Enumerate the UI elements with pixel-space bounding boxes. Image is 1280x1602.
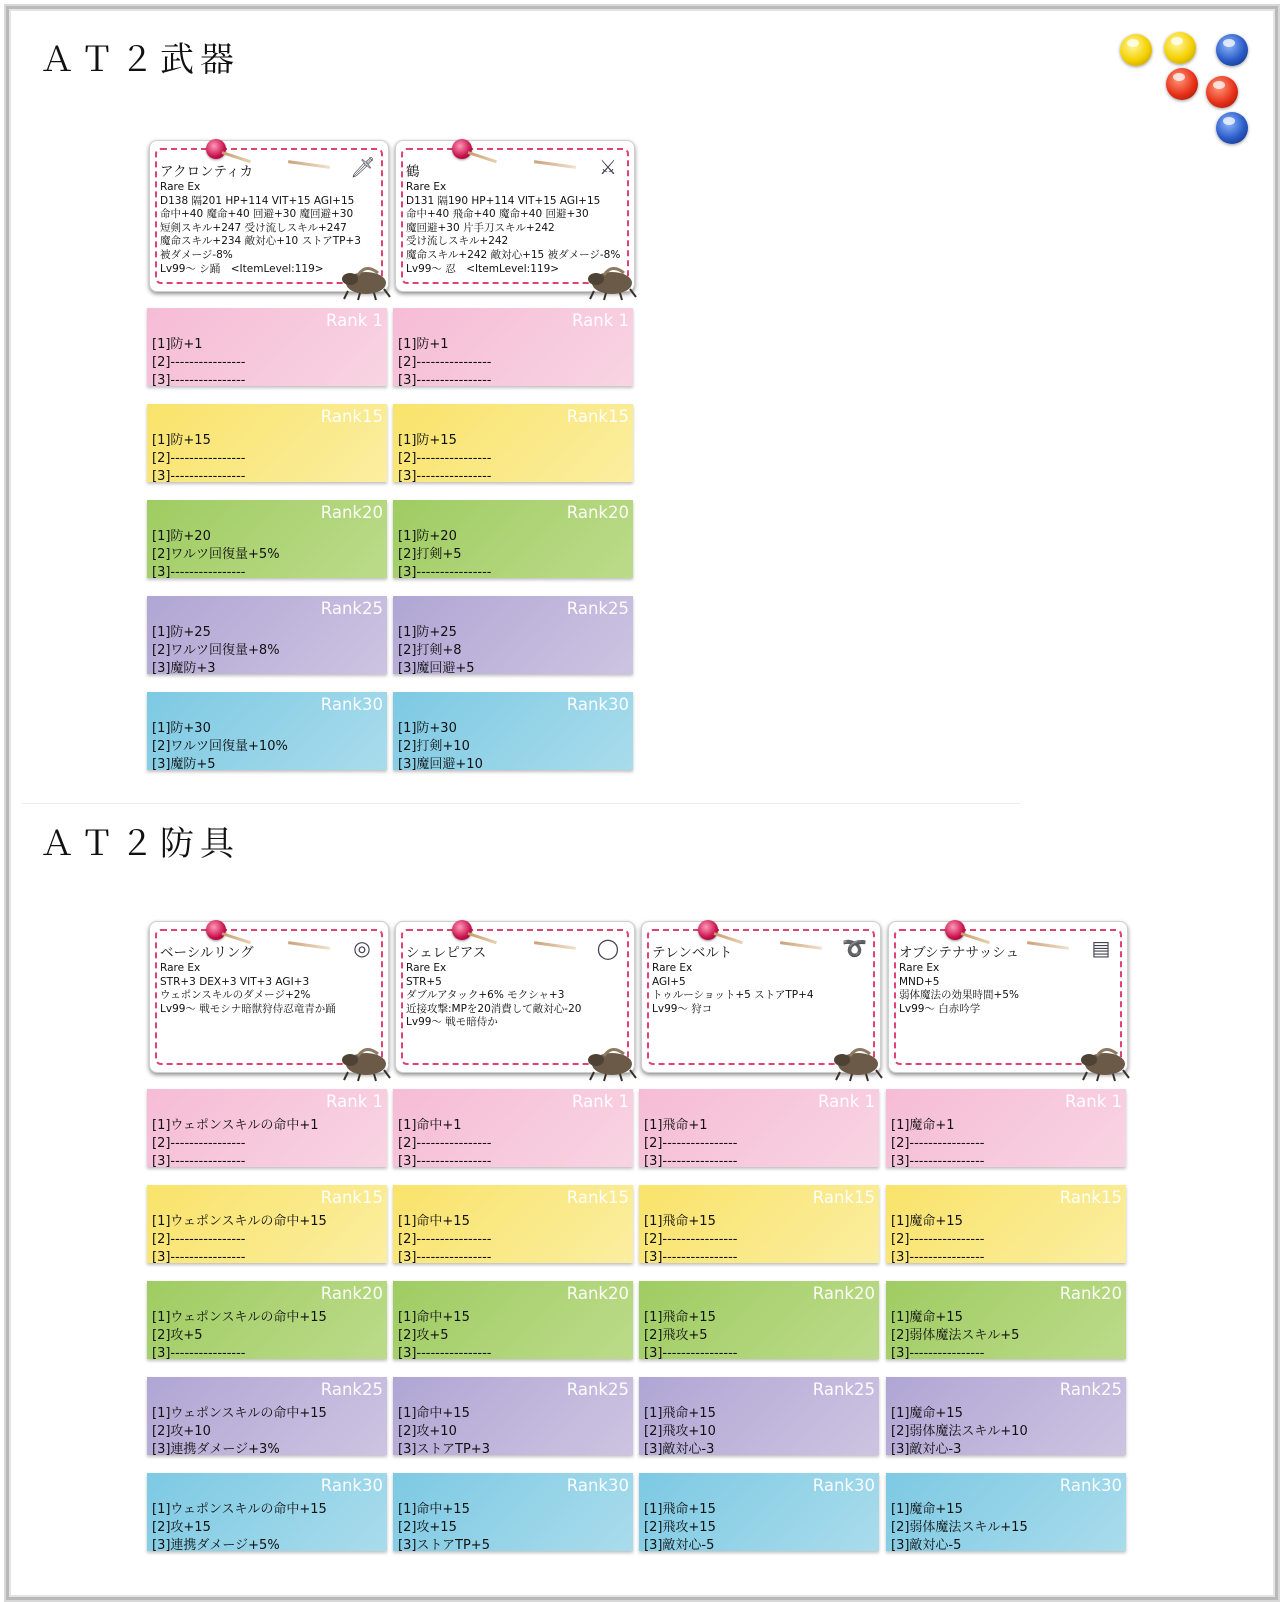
rank-bonus-line: [3]ストアTP+3 (398, 1441, 490, 1457)
rank-bonuses (398, 432, 491, 485)
rank-bonuses (152, 1501, 327, 1554)
rank-bonus-line: [1]魔命+15 (891, 1214, 963, 1229)
monster-illustration (334, 1036, 396, 1082)
rank-bonus-line: [1]飛命+15 (644, 1502, 716, 1517)
item-stat-line: 命中+40 魔命+40 回避+30 魔回避+30 (160, 208, 354, 221)
rank-bonus-line: [1]飛命+15 (644, 1214, 716, 1229)
rank-label: Rank20 (320, 503, 383, 522)
rank-bonuses (152, 1405, 327, 1458)
rank-label: Rank15 (320, 1188, 383, 1207)
rank-bonus-line: [1]防+20 (398, 529, 457, 544)
rank-bonus-line: [3]魔防+5 (152, 756, 216, 772)
rank-bonus-line: [1]飛命+1 (644, 1118, 708, 1133)
rank-panel (393, 1185, 633, 1263)
rank-bonuses (152, 1213, 327, 1266)
rank-bonus-line: [3]---------------- (891, 1345, 985, 1361)
armor-section-title: ＡＴ２防具 (40, 824, 240, 864)
rank-label: Rank25 (1059, 1380, 1122, 1399)
rank-bonus-line: [2]---------------- (152, 450, 246, 466)
rank-bonus-line: [2]ワルツ回復量+10% (152, 738, 288, 754)
rank-panel (886, 1473, 1126, 1551)
pushpin-icon (452, 920, 472, 940)
rank-bonus-line: [1]ウェポンスキルの命中+15 (152, 1502, 327, 1517)
rank-bonus-line: [3]---------------- (152, 1345, 246, 1361)
rank-bonus-line: [1]防+25 (398, 625, 457, 640)
item-stat-line: Rare Ex (652, 962, 693, 974)
rank-bonus-line: [2]攻+10 (152, 1423, 211, 1439)
rank-bonus-line: [1]ウェポンスキルの命中+15 (152, 1310, 327, 1325)
rank-bonus-line: [2]攻+10 (398, 1423, 457, 1439)
rank-bonuses (644, 1501, 716, 1554)
rank-bonus-line: [1]防+30 (152, 721, 211, 736)
rank-bonus-line: [2]攻+5 (152, 1327, 203, 1343)
rank-bonus-line: [2]攻+15 (152, 1519, 211, 1535)
rank-bonus-line: [1]防+15 (152, 433, 211, 448)
rank-bonus-line: [3]敵対心-5 (644, 1537, 715, 1553)
rank-bonus-line: [3]---------------- (398, 468, 492, 484)
item-stat-line: Lv99～ 狩コ (652, 1002, 713, 1015)
item-stat-line: ウェポンスキルのダメージ+2% (160, 989, 311, 1002)
rank-bonuses (891, 1117, 984, 1170)
rank-bonus-line: [1]命中+15 (398, 1406, 470, 1421)
rank-bonus-line: [3]ストアTP+5 (398, 1537, 490, 1553)
item-stat-line: MND+5 (899, 975, 940, 988)
item-stat-line: 魔命スキル+234 敵対心+10 ストアTP+3 (160, 235, 361, 248)
rank-label: Rank 1 (1065, 1092, 1122, 1111)
rank-label: Rank25 (566, 1380, 629, 1399)
rank-bonuses (152, 528, 280, 581)
item-stat-line: 被ダメージ-8% (160, 248, 233, 261)
rank-panel (147, 1089, 387, 1167)
rank-panel (639, 1281, 879, 1359)
rank-bonus-line: [3]---------------- (891, 1153, 985, 1169)
rank-panel (147, 596, 387, 674)
blue-dot (1216, 34, 1248, 66)
rank-panel (639, 1473, 879, 1551)
rank-bonus-line: [2]---------------- (644, 1231, 738, 1247)
rank-panel (639, 1377, 879, 1455)
pushpin-icon (452, 139, 472, 159)
rank-panel (639, 1089, 879, 1167)
weapons-section-title: ＡＴ２武器 (40, 40, 240, 80)
item-name: シェレピアス (406, 945, 487, 961)
rank-panel (393, 1281, 633, 1359)
rank-bonus-line: [2]攻+15 (398, 1519, 457, 1535)
rank-panel (393, 308, 633, 386)
rank-bonus-line: [2]---------------- (398, 1135, 492, 1151)
rank-label: Rank15 (320, 407, 383, 426)
item-name: アクロンティカ (160, 164, 254, 180)
rank-bonuses (644, 1309, 737, 1362)
rank-bonus-line: [1]ウェポンスキルの命中+1 (152, 1118, 319, 1133)
rank-bonus-line: [3]---------------- (644, 1249, 738, 1265)
rank-bonus-line: [3]---------------- (152, 1249, 246, 1265)
item-stat-line: Rare Ex (160, 962, 201, 974)
rank-bonus-line: [2]打剣+5 (398, 546, 462, 562)
katana-icon: ⚔ (599, 155, 617, 179)
rank-bonus-line: [1]命中+15 (398, 1310, 470, 1325)
rank-bonus-line: [1]防+30 (398, 721, 457, 736)
rank-bonus-line: [3]---------------- (152, 564, 246, 580)
rank-bonuses (152, 624, 280, 677)
rank-bonus-line: [2]弱体魔法スキル+15 (891, 1519, 1028, 1535)
rank-bonus-line: [3]敵対心-3 (891, 1441, 962, 1457)
rank-label: Rank30 (812, 1476, 875, 1495)
item-description (160, 944, 378, 1016)
rank-bonus-line: [2]飛攻+5 (644, 1327, 708, 1343)
rank-panel (147, 1377, 387, 1455)
rank-bonus-line: [3]魔防+3 (152, 660, 216, 676)
rank-bonuses (398, 1405, 490, 1458)
rank-bonus-line: [1]防+1 (398, 337, 449, 352)
item-stat-line: Rare Ex (899, 962, 940, 974)
item-stat-line: トゥルーショット+5 ストアTP+4 (652, 989, 814, 1002)
rank-bonuses (152, 432, 245, 485)
rank-panel (147, 1281, 387, 1359)
rank-bonuses (891, 1405, 1028, 1458)
rank-panel (147, 308, 387, 386)
rank-bonus-line: [1]命中+1 (398, 1118, 462, 1133)
item-name: 鶴 (406, 164, 420, 180)
rank-bonus-line: [1]飛命+15 (644, 1406, 716, 1421)
rank-bonus-line: [1]防+20 (152, 529, 211, 544)
item-stat-line: Lv99～ 忍 <ItemLevel:119> (406, 262, 560, 275)
rank-label: Rank 1 (572, 1092, 629, 1111)
rank-bonus-line: [3]連携ダメージ+5% (152, 1537, 280, 1553)
rank-bonus-line: [3]---------------- (152, 372, 246, 388)
rank-bonus-line: [2]---------------- (398, 1231, 492, 1247)
rank-label: Rank 1 (818, 1092, 875, 1111)
item-stat-line: 短剣スキル+247 受け流しスキル+247 (160, 221, 347, 234)
decorative-dots (1120, 30, 1260, 150)
rank-label: Rank20 (320, 1284, 383, 1303)
rank-bonus-line: [2]弱体魔法スキル+10 (891, 1423, 1028, 1439)
earring-icon: ◯ (596, 936, 620, 960)
rank-panel (147, 1185, 387, 1263)
rank-label: Rank25 (812, 1380, 875, 1399)
rank-bonus-line: [1]防+15 (398, 433, 457, 448)
rank-bonus-line: [3]---------------- (398, 564, 492, 580)
yellow-dot (1120, 34, 1152, 66)
item-stat-line: Rare Ex (160, 181, 201, 193)
rank-panel (393, 1377, 633, 1455)
yellow-dot (1164, 32, 1196, 64)
item-name: ベーシルリング (160, 945, 254, 961)
rank-bonus-line: [2]---------------- (398, 450, 492, 466)
item-stat-line: Rare Ex (406, 181, 447, 193)
rank-bonuses (398, 1309, 491, 1362)
rank-label: Rank30 (320, 1476, 383, 1495)
rank-bonus-line: [2]---------------- (891, 1135, 985, 1151)
item-name: テレンベルト (652, 945, 733, 961)
rank-bonuses (398, 1213, 491, 1266)
section-divider (22, 803, 1020, 804)
rank-bonus-line: [2]飛攻+10 (644, 1423, 716, 1439)
rank-bonuses (398, 336, 491, 389)
rank-bonuses (398, 1501, 490, 1554)
rank-bonuses (152, 1117, 319, 1170)
rank-bonus-line: [1]命中+15 (398, 1214, 470, 1229)
rank-bonus-line: [3]敵対心-5 (891, 1537, 962, 1553)
sash-icon: ▤ (1091, 936, 1111, 960)
pushpin-icon (698, 920, 718, 940)
red-dot (1206, 76, 1238, 108)
rank-bonus-line: [2]---------------- (891, 1231, 985, 1247)
blue-dot (1216, 112, 1248, 144)
rank-label: Rank20 (812, 1284, 875, 1303)
rank-bonus-line: [2]飛攻+15 (644, 1519, 716, 1535)
item-card (395, 140, 635, 292)
ring-icon: ◎ (353, 936, 371, 960)
rank-bonus-line: [3]---------------- (152, 468, 246, 484)
item-card (149, 140, 389, 292)
rank-bonuses (152, 720, 288, 773)
rank-bonus-line: [3]---------------- (152, 1153, 246, 1169)
item-stat-line: 命中+40 飛命+40 魔命+40 回避+30 (406, 208, 589, 221)
rank-bonuses (398, 528, 491, 581)
item-stat-line: D138 隔201 HP+114 VIT+15 AGI+15 (160, 194, 355, 207)
rank-label: Rank20 (566, 503, 629, 522)
rank-label: Rank30 (566, 695, 629, 714)
rank-panel (393, 500, 633, 578)
rank-bonus-line: [3]---------------- (891, 1249, 985, 1265)
rank-label: Rank15 (566, 1188, 629, 1207)
rank-bonuses (644, 1117, 737, 1170)
rank-bonus-line: [1]防+1 (152, 337, 203, 352)
rank-bonuses (152, 336, 245, 389)
rank-bonus-line: [3]---------------- (398, 1249, 492, 1265)
rank-label: Rank30 (1059, 1476, 1122, 1495)
rank-bonus-line: [3]敵対心-3 (644, 1441, 715, 1457)
monster-illustration (826, 1036, 888, 1082)
rank-bonuses (891, 1309, 1019, 1362)
rank-bonus-line: [2]弱体魔法スキル+5 (891, 1327, 1020, 1343)
item-stat-line: Rare Ex (406, 962, 447, 974)
item-stat-line: 弱体魔法の効果時間+5% (899, 989, 1019, 1002)
rank-label: Rank15 (1059, 1188, 1122, 1207)
rank-bonus-line: [2]打剣+10 (398, 738, 470, 754)
item-stat-line: Lv99～ 白赤吟学 (899, 1002, 981, 1015)
rank-bonus-line: [2]---------------- (644, 1135, 738, 1151)
item-card (395, 921, 635, 1073)
rank-bonus-line: [2]ワルツ回復量+8% (152, 642, 280, 658)
rank-panel (393, 596, 633, 674)
pushpin-icon (945, 920, 965, 940)
rank-bonuses (891, 1213, 984, 1266)
item-stat-line: 受け流しスキル+242 (406, 235, 509, 248)
rank-panel (147, 500, 387, 578)
rank-bonus-line: [3]---------------- (398, 1345, 492, 1361)
rank-bonus-line: [2]攻+5 (398, 1327, 449, 1343)
rank-label: Rank25 (566, 599, 629, 618)
rank-bonus-line: [2]---------------- (398, 354, 492, 370)
rank-bonus-line: [1]魔命+15 (891, 1406, 963, 1421)
rank-panel (393, 692, 633, 770)
rank-bonus-line: [2]打剣+8 (398, 642, 462, 658)
item-card (641, 921, 881, 1073)
rank-panel (147, 1473, 387, 1551)
rank-bonus-line: [2]---------------- (152, 354, 246, 370)
rank-bonus-line: [1]魔命+15 (891, 1502, 963, 1517)
rank-label: Rank 1 (326, 1092, 383, 1111)
rank-bonus-line: [3]魔回避+10 (398, 756, 483, 772)
item-description (899, 944, 1117, 1016)
item-card (149, 921, 389, 1073)
monster-illustration (580, 255, 642, 301)
rank-panel (886, 1377, 1126, 1455)
rank-bonus-line: [2]ワルツ回復量+5% (152, 546, 280, 562)
item-stat-line: Lv99～ 戦モシナ暗獣狩侍忍竜青か踊 (160, 1002, 336, 1015)
rank-bonus-line: [2]---------------- (152, 1135, 246, 1151)
rank-panel (886, 1281, 1126, 1359)
rank-bonus-line: [1]命中+15 (398, 1502, 470, 1517)
pushpin-icon (206, 920, 226, 940)
rank-bonus-line: [3]---------------- (398, 1153, 492, 1169)
monster-illustration (1073, 1036, 1135, 1082)
rank-label: Rank25 (320, 599, 383, 618)
item-stat-line: 魔回避+30 片手刀スキル+242 (406, 221, 555, 234)
rank-bonus-line: [3]---------------- (644, 1345, 738, 1361)
item-stat-line: 魔命スキル+242 敵対心+15 被ダメージ-8% (406, 248, 621, 261)
item-description (652, 944, 870, 1016)
rank-bonuses (644, 1405, 716, 1458)
pushpin-icon (206, 139, 226, 159)
belt-icon: ➰ (842, 936, 867, 960)
rank-label: Rank20 (1059, 1284, 1122, 1303)
rank-panel (886, 1185, 1126, 1263)
rank-bonus-line: [1]ウェポンスキルの命中+15 (152, 1406, 327, 1421)
rank-bonuses (644, 1213, 737, 1266)
item-stat-line: AGI+5 (652, 975, 686, 988)
rank-bonus-line: [3]連携ダメージ+3% (152, 1441, 280, 1457)
rank-bonuses (398, 1117, 491, 1170)
rank-panel (886, 1089, 1126, 1167)
item-stat-line: Lv99～ 戦モ暗侍か (406, 1016, 498, 1029)
rank-panel (639, 1185, 879, 1263)
rank-panel (393, 404, 633, 482)
rank-bonuses (398, 624, 475, 677)
dagger-icon: 🗡 (350, 155, 376, 179)
rank-bonus-line: [3]魔回避+5 (398, 660, 475, 676)
rank-bonus-line: [1]防+25 (152, 625, 211, 640)
rank-bonus-line: [1]ウェポンスキルの命中+15 (152, 1214, 327, 1229)
rank-panel (393, 1473, 633, 1551)
rank-bonus-line: [1]魔命+1 (891, 1118, 955, 1133)
item-stat-line: 近接攻撃:MPを20消費して敵対心-20 (406, 1002, 582, 1015)
rank-panel (147, 404, 387, 482)
rank-bonus-line: [3]---------------- (644, 1153, 738, 1169)
rank-bonus-line: [2]---------------- (152, 1231, 246, 1247)
rank-label: Rank 1 (572, 311, 629, 330)
rank-label: Rank 1 (326, 311, 383, 330)
rank-label: Rank20 (566, 1284, 629, 1303)
rank-bonuses (398, 720, 483, 773)
rank-bonuses (152, 1309, 327, 1362)
rank-bonus-line: [1]魔命+15 (891, 1310, 963, 1325)
rank-label: Rank30 (320, 695, 383, 714)
monster-illustration (580, 1036, 642, 1082)
item-stat-line: D131 隔190 HP+114 VIT+15 AGI+15 (406, 194, 601, 207)
rank-label: Rank25 (320, 1380, 383, 1399)
rank-bonus-line: [1]飛命+15 (644, 1310, 716, 1325)
rank-label: Rank15 (566, 407, 629, 426)
rank-label: Rank15 (812, 1188, 875, 1207)
rank-bonus-line: [3]---------------- (398, 372, 492, 388)
rank-label: Rank30 (566, 1476, 629, 1495)
item-name: オブシテナサッシュ (899, 945, 1020, 961)
rank-panel (147, 692, 387, 770)
item-description (406, 944, 624, 1030)
rank-panel (393, 1089, 633, 1167)
item-stat-line: ダブルアタック+6% モクシャ+3 (406, 989, 565, 1002)
item-stat-line: Lv99～ シ踊 <ItemLevel:119> (160, 262, 324, 275)
rank-bonuses (891, 1501, 1028, 1554)
monster-illustration (334, 255, 396, 301)
item-stat-line: STR+5 (406, 975, 442, 988)
item-card (888, 921, 1128, 1073)
red-dot (1166, 68, 1198, 100)
item-stat-line: STR+3 DEX+3 VIT+3 AGI+3 (160, 975, 310, 988)
